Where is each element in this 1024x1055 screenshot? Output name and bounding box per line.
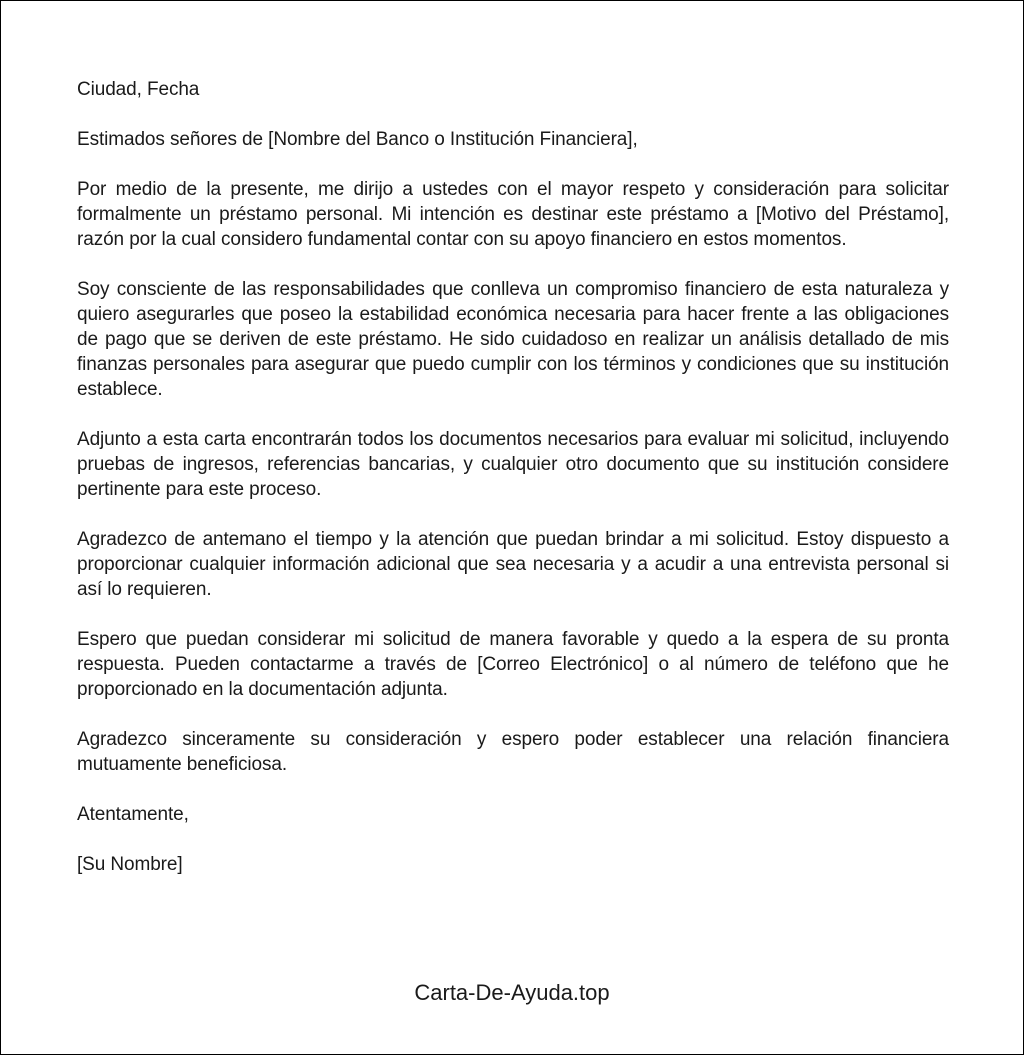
paragraph-closing-thanks: Agradezco sinceramente su consideración y espero poder establecer una relación financiera mutuamente beneficiosa.	[77, 729, 949, 775]
signature: [Su Nombre]	[77, 854, 183, 875]
salutation: Estimados señores de [Nombre del Banco o Institución Financiera],	[77, 129, 638, 150]
paragraph-contact: Espero que puedan considerar mi solicitud de manera favorable y quedo a la espera de su pronta respuesta. Pueden contactarme a través de [Correo Electrónico] o al número de teléfono que he proporcionado en la documentación adjunta.	[77, 629, 949, 700]
paragraph-gratitude: Agradezco de antemano el tiempo y la atención que puedan brindar a mi solicitud. Estoy dispuesto a proporcionar cualquier información adicional que sea necesaria y a acudir a una entrevista personal si así lo requieren.	[77, 529, 949, 600]
footer-watermark: Carta-De-Ayuda.top	[414, 980, 610, 1005]
paragraph-attachments: Adjunto a esta carta encontrarán todos los documentos necesarios para evaluar mi solicitud, incluyendo pruebas de ingresos, referencias bancarias, y cualquier otro documento que su institución considere pertinente para este proceso.	[77, 429, 949, 500]
paragraph-responsibility: Soy consciente de las responsabilidades que conlleva un compromiso financiero de esta naturaleza y quiero asegurarles que poseo la estabilidad económica necesaria para hacer frente a las obligaciones de pago que se deriven de este préstamo. He sido cuidadoso en realizar un análisis detallado de mis finanzas personales para asegurar que puedo cumplir con los términos y condiciones que su institución establece.	[77, 279, 949, 400]
paragraph-request: Por medio de la presente, me dirijo a ustedes con el mayor respeto y consideración para solicitar formalmente un préstamo personal. Mi intención es destinar este préstamo a [Motivo del Préstamo], razón por la cual considero fundamental contar con su apoyo financiero en estos momentos.	[77, 179, 949, 250]
letter-body	[77, 77, 949, 902]
closing: Atentamente,	[77, 804, 189, 825]
place-date: Ciudad, Fecha	[77, 79, 200, 100]
